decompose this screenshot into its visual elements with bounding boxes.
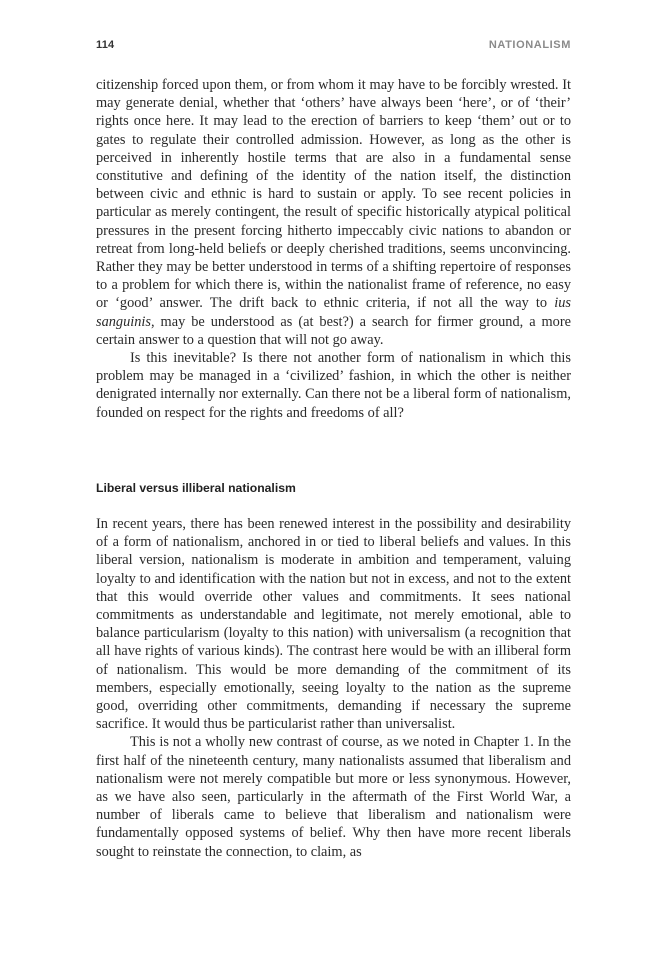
running-title: NATIONALISM [488,39,571,51]
paragraph [96,76,571,349]
paragraph-text: , may be understood as (at best?) a search for firmer ground, a more certain answer to a question that will not go away. [96,313,571,348]
paragraph: This is not a wholly new contrast of course, as we noted in Chapter 1. In the first half of the nineteenth century, many nationalists assumed that liberalism and nationalism were not merely compatible but more or less synonymous. However, as we have also seen, particularly in the aftermath of the First World War, a number of liberals came to believe that liberalism and nationalism were fundamentally opposed systems of belief. Why then have more recent liberals sought to reinstate the connection, to claim, as [96,734,571,860]
body-text-section-2 [96,515,571,861]
paragraph: Is this inevitable? Is there not another form of nationalism in which this problem may be managed in a ‘civilized’ fashion, in which the other is neither denigrated internally nor externally. Can there not be a liberal form of nationalism, founded on respect for the rights and freedoms of all? [96,350,571,421]
latin-term: ius sanguinis [96,295,571,330]
section-heading: Liberal versus illiberal nationalism [96,481,296,495]
paragraph-text: citizenship forced upon them, or from whom it may have to be forcibly wrested. It may generate denial, whether that ‘others’ have always been ‘here’, or of ‘their’ rights once here. It may lead to the erection of barriers to keep ‘them’ out or to gates to regulate their controlled admission. However, as long as the other is perceived in inherently hostile terms that are also in a fundamental sense constitutive and defining of the identity of the nation itself, the distinction between civic and ethnic is hard to sustain or apply. To see recent policies in particular as merely contingent, the result of specific historically atypical political pressures in the present forcing hitherto impeccably civic nations to abandon or retreat from long-held beliefs or deeply cherished traditions, seems unconvincing. Rather they may be better understood in terms of a shifting repertoire of responses to a problem for which there is, within the nationalist frame of reference, no easy or ‘good’ answer. The drift back to ethnic criteria, if not all the way to [96,77,571,312]
body-text-section-1 [96,76,571,422]
paragraph: In recent years, there has been renewed interest in the possibility and desirability of a form of nationalism, anchored in or tied to liberal beliefs and values. In this liberal version, nationalism is moderate in ambition and temperament, valuing loyalty to and identification with the nation but not in excess, and not to the extent that this would override other values and commitments. It sees national commitments as understandable and legitimate, not merely emotional, able to balance particularism (loyalty to this nation) with universalism (a recognition that all have rights of various kinds). The contrast here would be with an illiberal form of nationalism. This would be more demanding of the commitment of its members, especially emotionally, seeing loyalty to the nation as the supreme good, overriding other commitments, demanding if necessary the supreme sacrifice. It would thus be particularist rather than universalist. [96,516,571,733]
page-number: 114 [96,39,115,51]
